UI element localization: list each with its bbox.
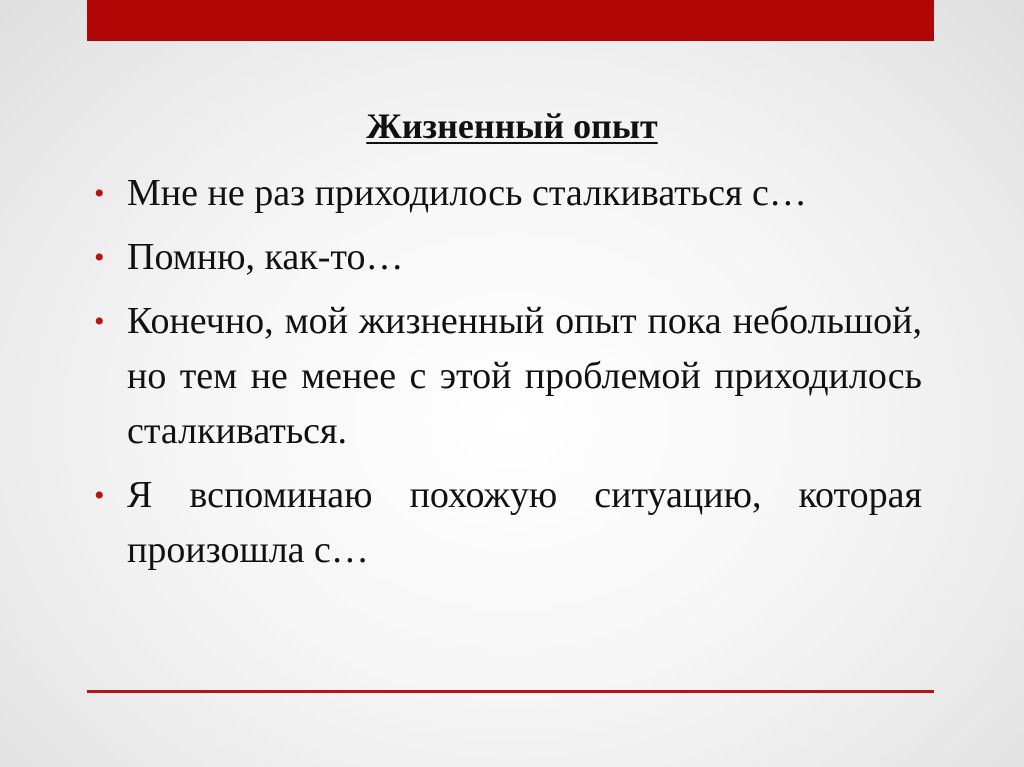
slide-title [0, 104, 1024, 148]
bullet-icon: • [94, 479, 105, 512]
bullet-icon: • [94, 177, 105, 210]
bullet-item [92, 294, 922, 459]
bullet-text: Я вспоминаю похожую ситуацию, которая произошла с… [127, 474, 922, 571]
slide-title-text: Жизненный опыт [366, 106, 658, 146]
bullet-list [92, 166, 922, 587]
bullet-icon: • [94, 241, 105, 274]
bottom-divider [87, 690, 934, 693]
bullet-item [92, 230, 922, 285]
top-accent-bar [87, 0, 934, 41]
bullet-text: Помню, как-то… [127, 236, 404, 278]
bullet-text: Мне не раз приходилось сталкиваться с… [127, 172, 807, 214]
bullet-item [92, 166, 922, 221]
bullet-item [92, 468, 922, 578]
bullet-icon: • [94, 305, 105, 338]
bullet-text: Конечно, мой жизненный опыт пока небольшой, но тем не менее с этой проблемой приходилось сталкиваться. [127, 300, 922, 452]
